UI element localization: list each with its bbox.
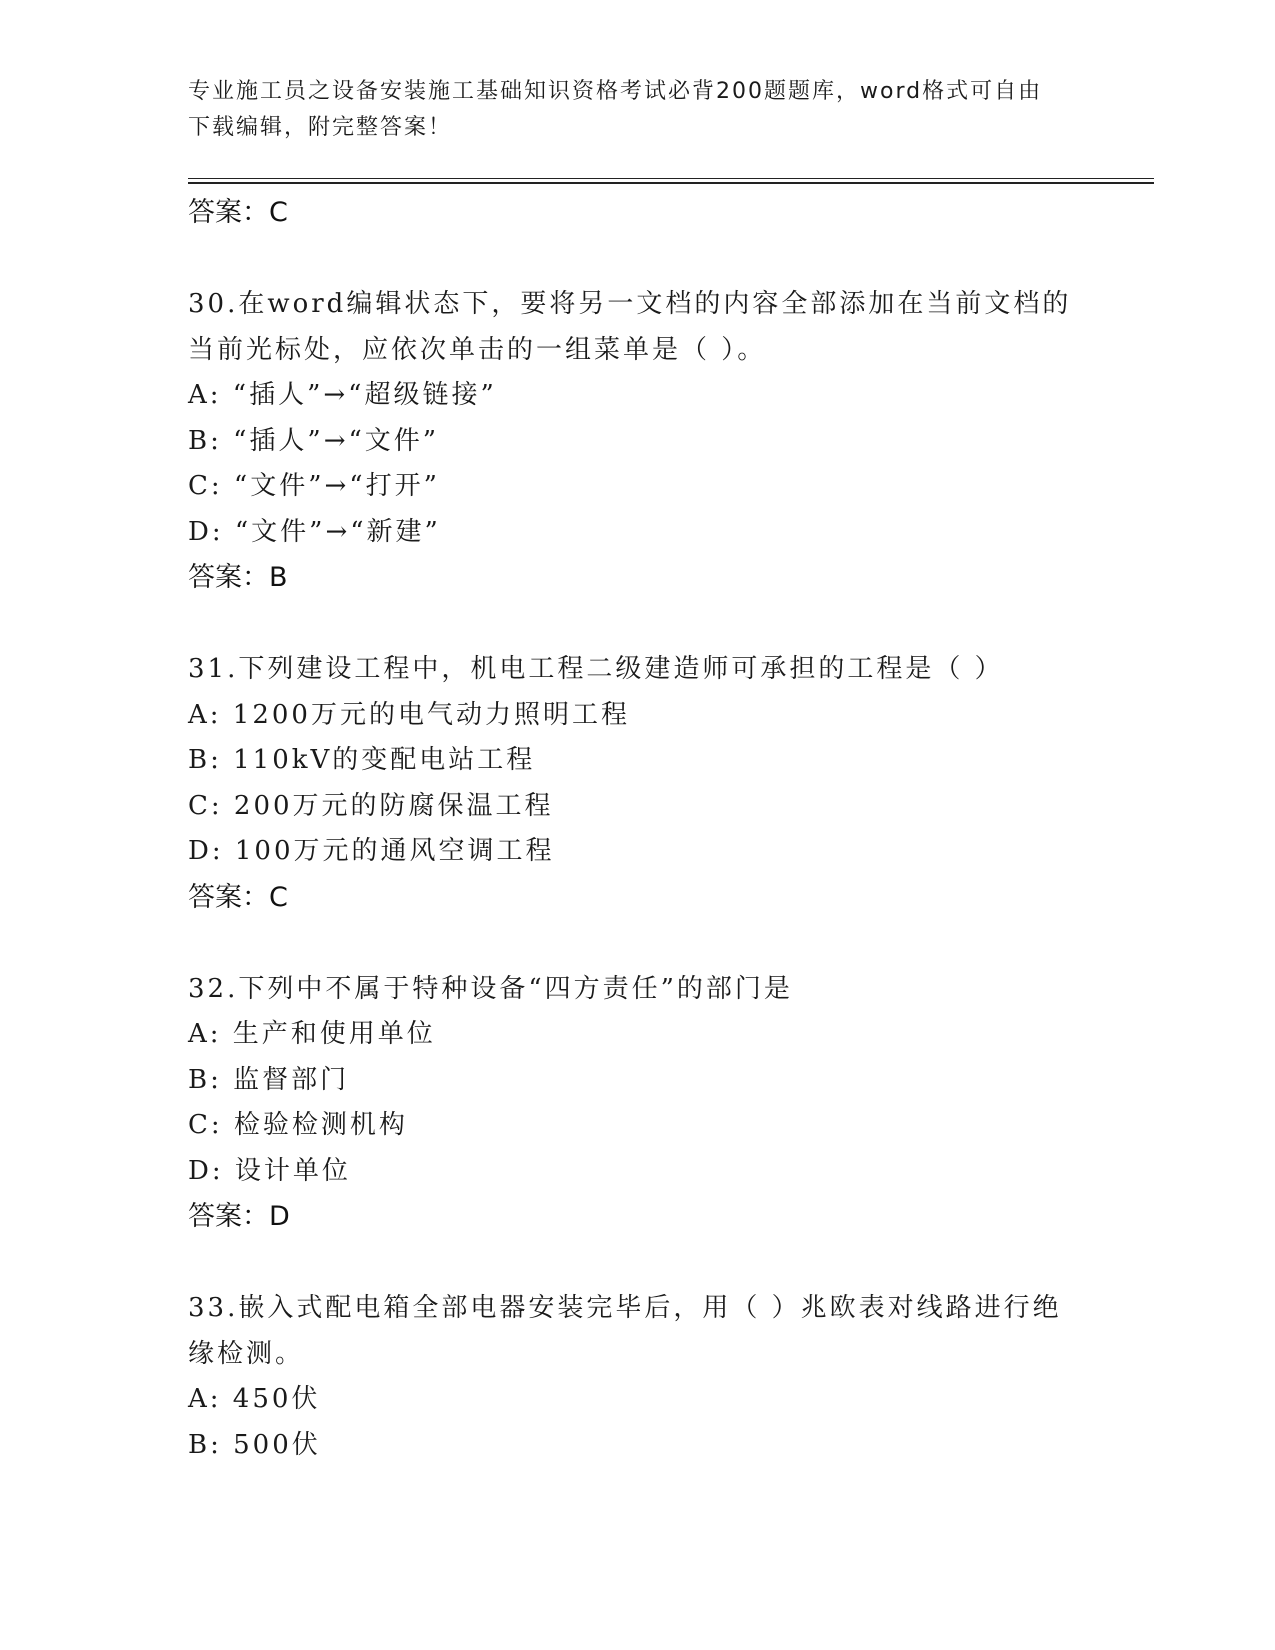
option-b: B: 监督部门	[188, 1064, 350, 1095]
option-c: C: “文件”→“打开”	[188, 471, 440, 501]
previous-answer: 答案：C	[188, 197, 288, 228]
option-c: C: 200万元的防腐保温工程	[188, 790, 554, 821]
header-line-2: 下载编辑，附完整答案！	[188, 115, 453, 140]
option-a: A: 450伏	[188, 1384, 321, 1414]
document-header	[188, 74, 1088, 146]
document-body	[188, 190, 1088, 1468]
header-line-1: 专业施工员之设备安装施工基础知识资格考试必背200题题库，word格式可自由	[188, 79, 1043, 104]
option-d: D: “文件”→“新建”	[188, 516, 441, 547]
option-b: B: “插人”→“文件”	[188, 425, 440, 456]
option-a: A: “插人”→“超级链接”	[188, 380, 497, 410]
option-d: D: 100万元的通风空调工程	[188, 836, 555, 866]
header-divider-thick	[188, 182, 1154, 184]
question-text: 缘检测。	[188, 1338, 305, 1369]
question-30	[188, 282, 1088, 601]
question-text: 当前光标处，应依次单击的一组菜单是（ ）。	[188, 334, 767, 365]
question-31	[188, 647, 1088, 921]
option-c: C: 检验检测机构	[188, 1110, 408, 1140]
answer: 答案：C	[188, 881, 288, 913]
question-text: 31.下列建设工程中，机电工程二级建造师可承担的工程是（ ）	[188, 654, 1004, 684]
option-a: A: 1200万元的电气动力照明工程	[188, 699, 630, 730]
question-text: 33.嵌入式配电箱全部电器安装完毕后，用（ ）兆欧表对线路进行绝	[188, 1293, 1062, 1323]
answer: 答案：B	[188, 562, 288, 593]
question-text: 32.下列中不属于特种设备“四方责任”的部门是	[188, 973, 793, 1004]
option-a: A: 生产和使用单位	[188, 1019, 436, 1049]
option-d: D: 设计单位	[188, 1155, 351, 1186]
question-text: 30.在word编辑状态下，要将另一文档的内容全部添加在当前文档的	[188, 289, 1072, 319]
question-32	[188, 967, 1088, 1241]
header-divider-thin	[188, 178, 1154, 179]
answer: 答案：D	[188, 1201, 290, 1232]
option-b: B: 500伏	[188, 1429, 321, 1460]
question-33	[188, 1286, 1088, 1468]
option-b: B: 110kV的变配电站工程	[188, 745, 536, 775]
